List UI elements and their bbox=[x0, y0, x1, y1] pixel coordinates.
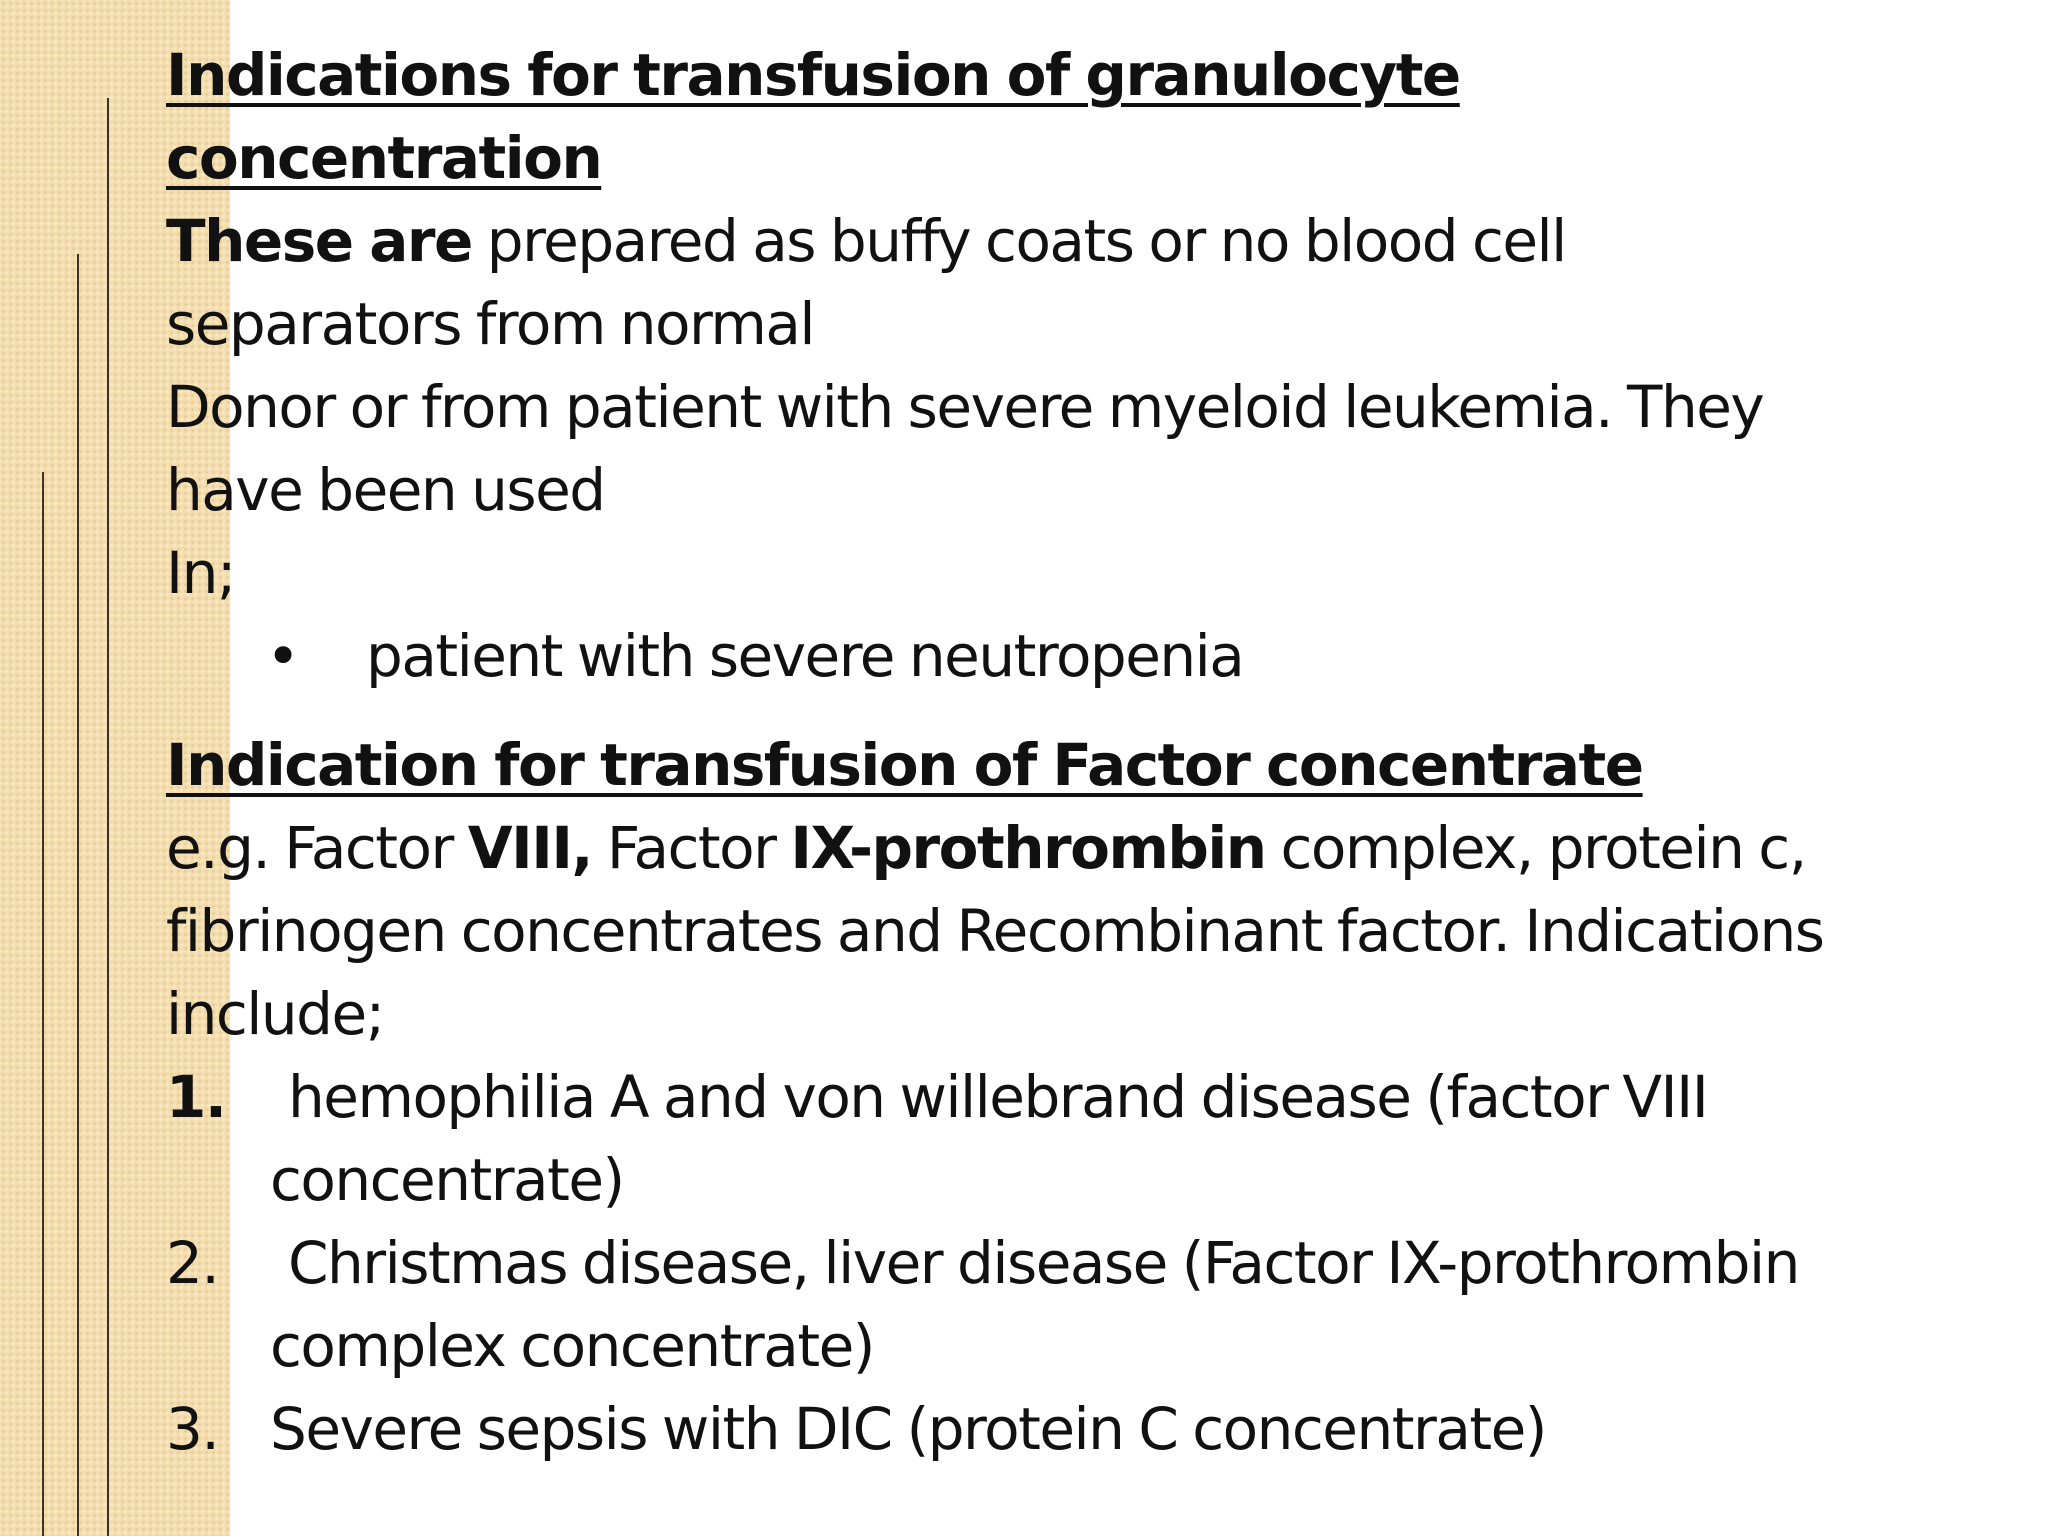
bold-term: VIII, bbox=[467, 814, 592, 882]
bold-term: IX-prothrombin bbox=[790, 814, 1266, 882]
item-number: 2. bbox=[166, 1229, 219, 1297]
item-text: Christmas disease, liver disease (Factor IX-prothrombin bbox=[288, 1229, 1799, 1297]
section-heading-granulocyte-cont bbox=[166, 117, 1986, 200]
paragraph-text: e.g. Factor bbox=[166, 814, 468, 882]
paragraph-text: complex, protein c, bbox=[1265, 814, 1806, 882]
item-text-cont: concentrate) bbox=[270, 1146, 624, 1214]
heading-line: concentration bbox=[166, 124, 602, 192]
heading-line: Indications for transfusion of granulocyte bbox=[166, 41, 1460, 109]
paragraph-line: include; bbox=[166, 980, 384, 1048]
numbered-item bbox=[166, 1056, 1986, 1222]
item-text-cont: complex concentrate) bbox=[270, 1312, 874, 1380]
item-text: Severe sepsis with DIC (protein C concentrate) bbox=[270, 1395, 1546, 1463]
lead-bold-text: These are bbox=[166, 207, 472, 275]
paragraph-line: fibrinogen concentrates and Recombinant factor. Indications bbox=[166, 897, 1824, 965]
item-number: 1. bbox=[166, 1063, 226, 1131]
numbered-item bbox=[166, 1388, 1986, 1471]
bullet-icon: • bbox=[266, 622, 299, 690]
paragraph-line bbox=[166, 200, 1986, 283]
decorative-vertical-line bbox=[107, 98, 109, 1536]
paragraph-line: In; bbox=[166, 539, 235, 607]
paragraph-text: prepared as buffy coats or no blood cell bbox=[471, 207, 1566, 275]
decorative-vertical-line bbox=[77, 254, 79, 1536]
item-number: 3. bbox=[166, 1395, 219, 1463]
paragraph-line: separators from normal bbox=[166, 290, 815, 358]
paragraph-text: Factor bbox=[591, 814, 791, 882]
paragraph-line: have been used bbox=[166, 456, 605, 524]
paragraph-line: Donor or from patient with severe myeloid leukemia. They bbox=[166, 373, 1764, 441]
numbered-item bbox=[166, 1222, 1986, 1388]
item-text: hemophilia A and von willebrand disease (factor VIII bbox=[288, 1063, 1708, 1131]
section-heading-factor: Indication for transfusion of Factor concentrate bbox=[166, 731, 1643, 799]
bullet-item bbox=[166, 615, 1986, 698]
decorative-vertical-line bbox=[42, 472, 44, 1536]
bullet-text: patient with severe neutropenia bbox=[366, 622, 1244, 690]
section-heading-granulocyte bbox=[166, 34, 1986, 117]
paragraph-line bbox=[166, 807, 1986, 890]
slide-body bbox=[166, 34, 1986, 1471]
